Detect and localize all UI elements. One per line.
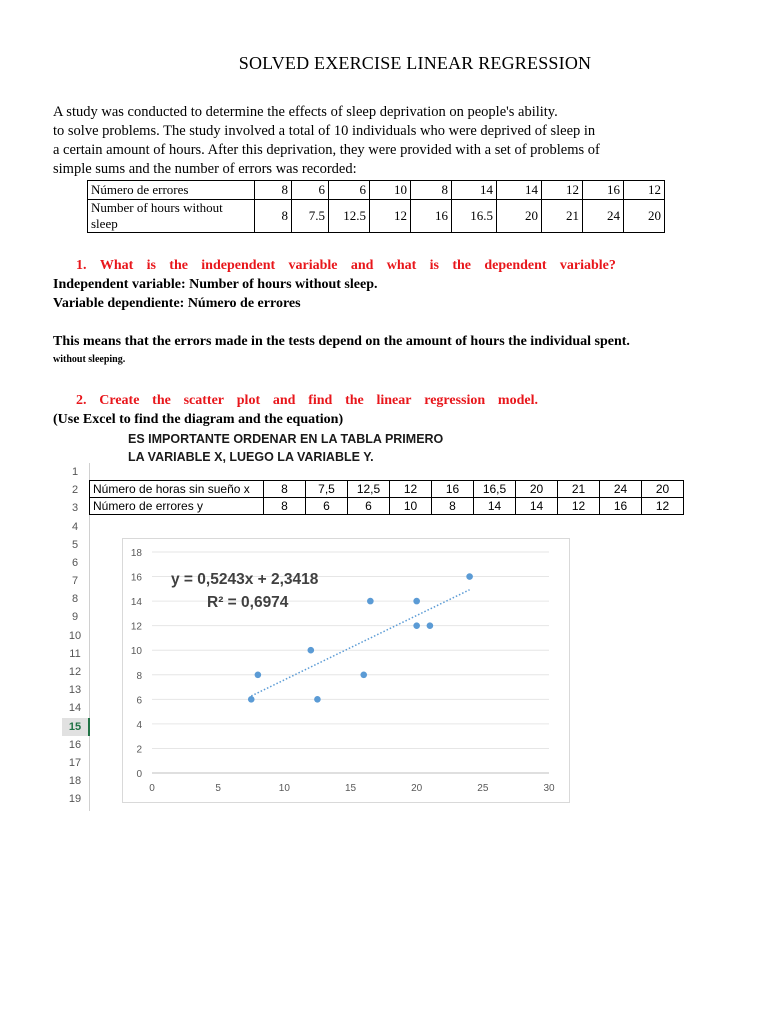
row-label: Número de horas sin sueño x bbox=[93, 482, 250, 496]
table-cell: 16.5 bbox=[452, 200, 497, 233]
question-word: scatter bbox=[183, 393, 225, 408]
table-cell: 6 bbox=[292, 181, 329, 200]
table-cell: 16 bbox=[583, 181, 624, 200]
spreadsheet-cell[interactable]: 20 bbox=[516, 481, 558, 498]
spreadsheet-cell[interactable]: 20 bbox=[642, 481, 684, 498]
table-cell: 16 bbox=[411, 200, 452, 233]
question-word: the bbox=[452, 258, 471, 273]
row-header[interactable]: 11 bbox=[69, 648, 81, 660]
table-cell: 7.5 bbox=[292, 200, 329, 233]
row-header[interactable]: 13 bbox=[68, 684, 82, 696]
spreadsheet-cell[interactable]: 14 bbox=[474, 498, 516, 515]
row-header[interactable]: 14 bbox=[68, 702, 82, 714]
trendline-equation: y = 0,5243x + 2,3418 bbox=[171, 571, 319, 588]
question-word: variable bbox=[288, 258, 338, 273]
spreadsheet-cell[interactable] bbox=[90, 481, 264, 498]
question-word: linear bbox=[376, 393, 412, 408]
y-tick-label: 12 bbox=[130, 621, 142, 633]
question-1 bbox=[76, 258, 616, 274]
row-label: Número de errores bbox=[88, 181, 255, 200]
data-point bbox=[314, 696, 321, 703]
spreadsheet-cell[interactable]: 8 bbox=[264, 481, 306, 498]
question-2 bbox=[76, 393, 538, 409]
spreadsheet-cell[interactable]: 7,5 bbox=[306, 481, 348, 498]
row-header[interactable]: 10 bbox=[68, 630, 82, 642]
question-word: independent bbox=[201, 258, 276, 273]
row-label: Number of hours without sleep bbox=[88, 200, 255, 233]
row-header[interactable]: 16 bbox=[68, 739, 82, 751]
question-word: what bbox=[386, 258, 417, 273]
y-tick-label: 6 bbox=[136, 695, 142, 707]
y-tick-label: 0 bbox=[136, 769, 142, 780]
spreadsheet-cell[interactable]: 8 bbox=[264, 498, 306, 515]
table-cell: 12 bbox=[624, 181, 665, 200]
table-cell: 12 bbox=[370, 200, 411, 233]
spreadsheet-cell[interactable]: 12 bbox=[558, 498, 600, 515]
table-cell: 14 bbox=[452, 181, 497, 200]
spreadsheet-cell[interactable]: 12,5 bbox=[348, 481, 390, 498]
row-header[interactable]: 6 bbox=[71, 557, 79, 569]
spreadsheet-cell[interactable]: 12 bbox=[390, 481, 432, 498]
data-point bbox=[427, 622, 434, 629]
question-word: and bbox=[350, 258, 374, 273]
data-point bbox=[413, 622, 420, 629]
table-cell: 10 bbox=[370, 181, 411, 200]
data-point bbox=[413, 598, 420, 605]
row-header[interactable]: 2 bbox=[71, 484, 79, 496]
row-label: Número de errores y bbox=[93, 499, 204, 513]
spreadsheet-cell[interactable]: 16,5 bbox=[474, 481, 516, 498]
spreadsheet-cell[interactable]: 12 bbox=[642, 498, 684, 515]
question-number: 2. bbox=[76, 393, 87, 408]
y-tick-label: 10 bbox=[130, 646, 142, 658]
question-word: dependent bbox=[484, 258, 547, 273]
y-tick-label: 8 bbox=[136, 670, 142, 682]
table-cell: 21 bbox=[542, 200, 583, 233]
question-number: 1. bbox=[76, 258, 87, 273]
explanation-continued: without sleeping. bbox=[53, 354, 126, 365]
table-cell: 6 bbox=[329, 181, 370, 200]
question-word: What bbox=[99, 258, 134, 273]
question-word: Create bbox=[99, 393, 140, 408]
spreadsheet-cell[interactable]: 10 bbox=[390, 498, 432, 515]
row-header[interactable]: 4 bbox=[71, 521, 79, 533]
question-word: plot bbox=[236, 393, 261, 408]
table-cell: 8 bbox=[411, 181, 452, 200]
row-header[interactable]: 8 bbox=[71, 593, 79, 605]
x-tick-label: 20 bbox=[411, 783, 423, 794]
sheet-note-line1: ES IMPORTANTE ORDENAR EN LA TABLA PRIMERO bbox=[128, 432, 444, 446]
question-word: regression bbox=[424, 393, 486, 408]
table-cell: 12.5 bbox=[329, 200, 370, 233]
table-row bbox=[88, 200, 665, 233]
x-tick-label: 25 bbox=[477, 783, 489, 794]
data-point bbox=[248, 696, 255, 703]
scatter-chart[interactable] bbox=[122, 538, 570, 803]
y-tick-label: 4 bbox=[136, 719, 142, 731]
spreadsheet-cell[interactable]: 21 bbox=[558, 481, 600, 498]
spreadsheet-cell[interactable]: 16 bbox=[432, 481, 474, 498]
spreadsheet-cell[interactable]: 8 bbox=[432, 498, 474, 515]
y-tick-label: 18 bbox=[130, 548, 142, 559]
intro-line: a certain amount of hours. After this deprivation, they were provided with a set of problems of bbox=[53, 142, 600, 158]
x-tick-label: 15 bbox=[344, 783, 357, 794]
y-tick-label: 2 bbox=[136, 744, 142, 756]
intro-line: to solve problems. The study involved a total of 10 individuals who were deprived of sleep in bbox=[53, 123, 596, 139]
data-point bbox=[308, 647, 315, 654]
excel-instruction: (Use Excel to find the diagram and the equation) bbox=[53, 412, 344, 427]
row-header[interactable]: 19 bbox=[68, 793, 82, 805]
row-header[interactable]: 12 bbox=[68, 666, 82, 678]
data-point bbox=[255, 671, 262, 678]
row-header[interactable]: 5 bbox=[71, 539, 79, 551]
question-word: the bbox=[152, 393, 171, 408]
data-point bbox=[367, 598, 374, 605]
table-cell: 8 bbox=[255, 200, 292, 233]
row-header[interactable]: 17 bbox=[68, 757, 82, 769]
row-header[interactable]: 1 bbox=[71, 466, 79, 478]
table-row bbox=[90, 498, 684, 515]
answer-independent: Independent variable: Number of hours without sleep. bbox=[53, 277, 378, 292]
spreadsheet-cell[interactable] bbox=[90, 498, 264, 515]
scatter-chart-svg bbox=[123, 539, 569, 802]
row-header[interactable]: 3 bbox=[71, 502, 79, 514]
data-point bbox=[466, 573, 473, 580]
table-cell: 20 bbox=[497, 200, 542, 233]
y-tick-label: 14 bbox=[130, 597, 142, 609]
spreadsheet-cell[interactable]: 6 bbox=[306, 498, 348, 515]
intro-paragraph bbox=[53, 103, 653, 179]
data-point bbox=[360, 671, 367, 678]
x-tick-label: 30 bbox=[543, 783, 555, 794]
spreadsheet-cell[interactable]: 14 bbox=[516, 498, 558, 515]
page-title: SOLVED EXERCISE LINEAR REGRESSION bbox=[238, 53, 592, 73]
table-cell: 14 bbox=[497, 181, 542, 200]
table-row bbox=[88, 181, 665, 200]
row-header-divider bbox=[89, 463, 90, 811]
row-header-selected[interactable]: 15 bbox=[62, 718, 90, 736]
table-cell: 8 bbox=[255, 181, 292, 200]
table-row bbox=[90, 481, 684, 498]
question-word: and bbox=[272, 393, 296, 408]
question-word: find bbox=[308, 393, 333, 408]
r-squared-label: R² = 0,6974 bbox=[207, 594, 289, 611]
x-tick-label: 10 bbox=[278, 783, 290, 794]
data-table bbox=[87, 180, 665, 233]
row-header[interactable]: 7 bbox=[71, 575, 79, 587]
x-tick-label: 5 bbox=[215, 783, 221, 794]
intro-line: A study was conducted to determine the effects of sleep deprivation on people's ability. bbox=[53, 104, 558, 120]
spreadsheet-cell[interactable]: 6 bbox=[348, 498, 390, 515]
row-header[interactable]: 18 bbox=[68, 775, 82, 787]
spreadsheet-table bbox=[89, 480, 684, 515]
question-word: the bbox=[169, 258, 188, 273]
spreadsheet-cell[interactable]: 16 bbox=[600, 498, 642, 515]
question-word: the bbox=[345, 393, 364, 408]
sheet-note-line2: LA VARIABLE X, LUEGO LA VARIABLE Y. bbox=[128, 450, 374, 464]
spreadsheet-cell[interactable]: 24 bbox=[600, 481, 642, 498]
intro-line: simple sums and the number of errors was recorded: bbox=[53, 161, 357, 177]
question-word: model. bbox=[497, 393, 538, 408]
table-cell: 20 bbox=[624, 200, 665, 233]
question-word: is bbox=[429, 258, 439, 273]
y-tick-label: 16 bbox=[130, 572, 142, 584]
question-word: variable? bbox=[559, 258, 616, 273]
row-header[interactable]: 9 bbox=[71, 611, 79, 623]
table-cell: 24 bbox=[583, 200, 624, 233]
question-word: is bbox=[146, 258, 156, 273]
table-cell: 12 bbox=[542, 181, 583, 200]
x-tick-label: 0 bbox=[149, 783, 155, 794]
answer-dependent: Variable dependiente: Número de errores bbox=[53, 296, 301, 311]
explanation: This means that the errors made in the tests depend on the amount of hours the individual spent. bbox=[53, 334, 630, 349]
